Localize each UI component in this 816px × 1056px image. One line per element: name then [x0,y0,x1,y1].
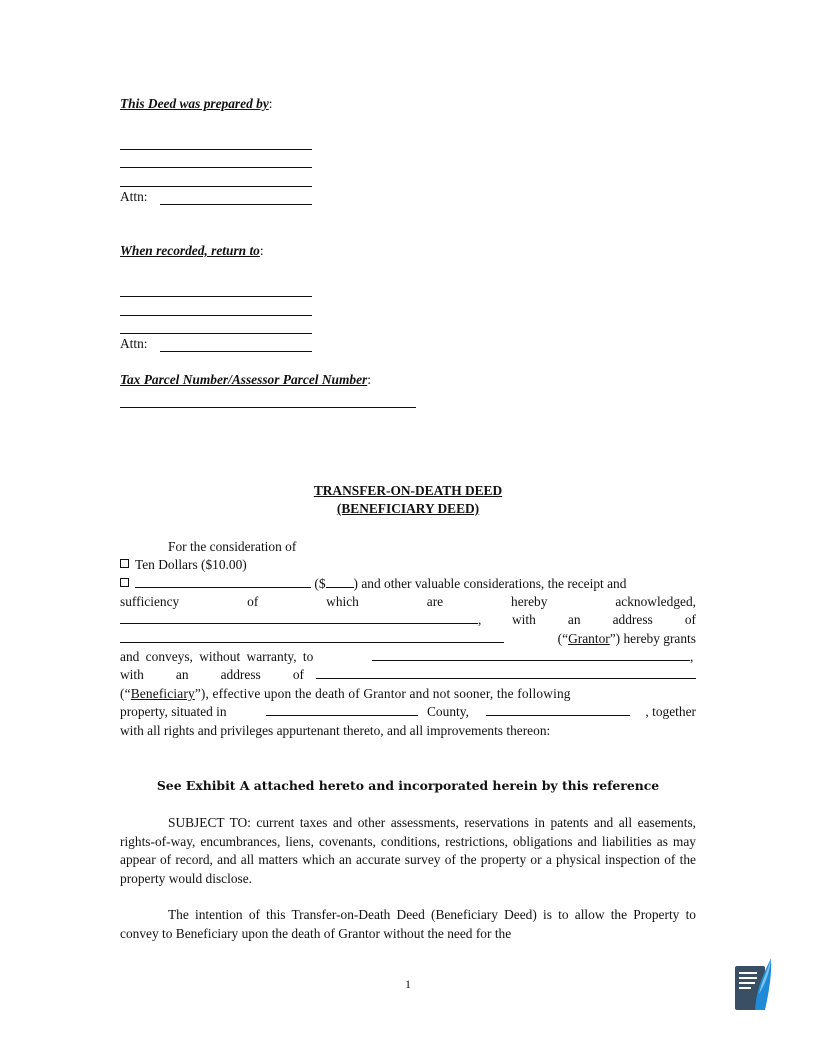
prepared-by-line-1[interactable] [120,149,312,150]
word: address [612,612,653,627]
consideration-line-9: with all rights and privileges appurtenant thereto, and all improvements thereon: [120,723,551,738]
dollar-open: ($ [314,576,326,591]
beneficiary-name-wrap [372,648,693,666]
word: address [220,667,261,682]
comma: , [478,612,482,627]
document-logo-icon [735,958,773,1012]
prepared-by-attn-label: Attn: [120,189,148,204]
deed-subtitle: (BENEFICIARY DEED) [336,501,480,516]
recorded-line-3[interactable] [120,333,312,334]
word: an [175,667,189,682]
recorded-attn-label: Attn: [120,336,148,351]
word: sufficiency [120,594,180,609]
beneficiary-close: ”), effective upon the death of Grantor and not sooner, the following [194,686,571,701]
prepared-by-line-2[interactable] [120,167,312,168]
beneficiary-term: Beneficiary [130,686,195,701]
other-amount-number-field[interactable] [326,575,354,588]
word: of [247,594,259,609]
grantor-clause [558,630,696,648]
word: are [426,594,444,609]
quote-open: (“ [120,686,131,701]
consideration-intro: For the consideration of [168,539,297,554]
grantor-address-field[interactable] [120,630,504,643]
address-of-words [120,666,304,684]
option-ten-dollars [120,556,696,574]
intention-paragraph: The intention of this Transfer-on-Death Deed (Beneficiary Deed) is to allow the Property to convey to Beneficiary upon the death of Grantor without the need for the [120,907,696,941]
beneficiary-address-field[interactable] [316,666,696,679]
recorded-line-2[interactable] [120,315,312,316]
recorded-attn [120,336,148,352]
prepared-by-line-3[interactable] [120,186,312,187]
county-label: County, [427,704,469,719]
together-text: , together [645,704,696,719]
prepared-by-heading [120,96,273,112]
word: acknowledged, [615,594,696,609]
option-ten-dollars-label: Ten Dollars ($10.00) [135,557,247,572]
exhibit-reference: See Exhibit A attached hereto and incorporated herein by this reference [156,778,660,793]
quote-open: (“ [557,631,569,646]
recorded-heading [120,243,264,259]
comma: , [690,649,694,664]
checkbox-icon[interactable] [120,559,129,568]
deed-title: TRANSFER-ON-DEATH DEED [313,483,503,498]
consideration-line-2 [120,593,696,611]
recorded-colon: : [259,243,264,258]
tax-parcel-heading [120,372,371,388]
checkbox-icon[interactable] [120,578,129,587]
tax-parcel-field[interactable] [120,407,416,408]
grantor-name-field[interactable] [120,611,478,624]
word: of [292,667,304,682]
word: with [120,667,144,682]
prepared-by-label: This Deed was prepared by [120,96,269,111]
subject-to-paragraph: SUBJECT TO: current taxes and other assessments, reservations in patents and all easements, rights-of-way, encumbrances, liens, covenants, conditions, restrictions, obligations and liabilities as may appear of record, and all matters which an accurate survey of the property or a physical inspection of the property would disclose. [120,815,696,886]
tax-parcel-colon: : [367,372,371,387]
prepared-by-attn [120,189,148,205]
recorded-attn-field[interactable] [160,351,312,352]
prepared-by-attn-field[interactable] [160,204,312,205]
grantor-close: ”) hereby grants [609,631,696,646]
consideration-line-4 [120,630,696,648]
word: of [684,612,696,627]
word: with [512,612,536,627]
page-number: 1 [405,977,411,991]
consideration-line-7 [120,685,696,703]
situated-text: property, situated in [120,704,227,719]
other-amount-words-field[interactable] [135,575,311,588]
tax-parcel-label: Tax Parcel Number/Assessor Parcel Number [120,372,368,387]
address-of-words [512,611,696,629]
conveys-text: and conveys, without warranty, to [120,649,314,664]
beneficiary-name-field[interactable] [372,648,690,661]
consideration-line-5 [120,648,696,666]
consideration-line-3 [120,611,696,629]
word: hereby [511,594,548,609]
county-field[interactable] [266,703,418,716]
word: which [326,594,359,609]
word: an [567,612,581,627]
option-other-rest: ) and other valuable considerations, the receipt and [353,576,627,591]
grantor-term: Grantor [568,631,610,646]
state-field[interactable] [486,703,630,716]
recorded-line-1[interactable] [120,296,312,297]
recorded-label: When recorded, return to [120,243,260,258]
consideration-line-8 [120,703,696,721]
prepared-by-colon: : [268,96,273,111]
option-other-amount [120,575,696,593]
